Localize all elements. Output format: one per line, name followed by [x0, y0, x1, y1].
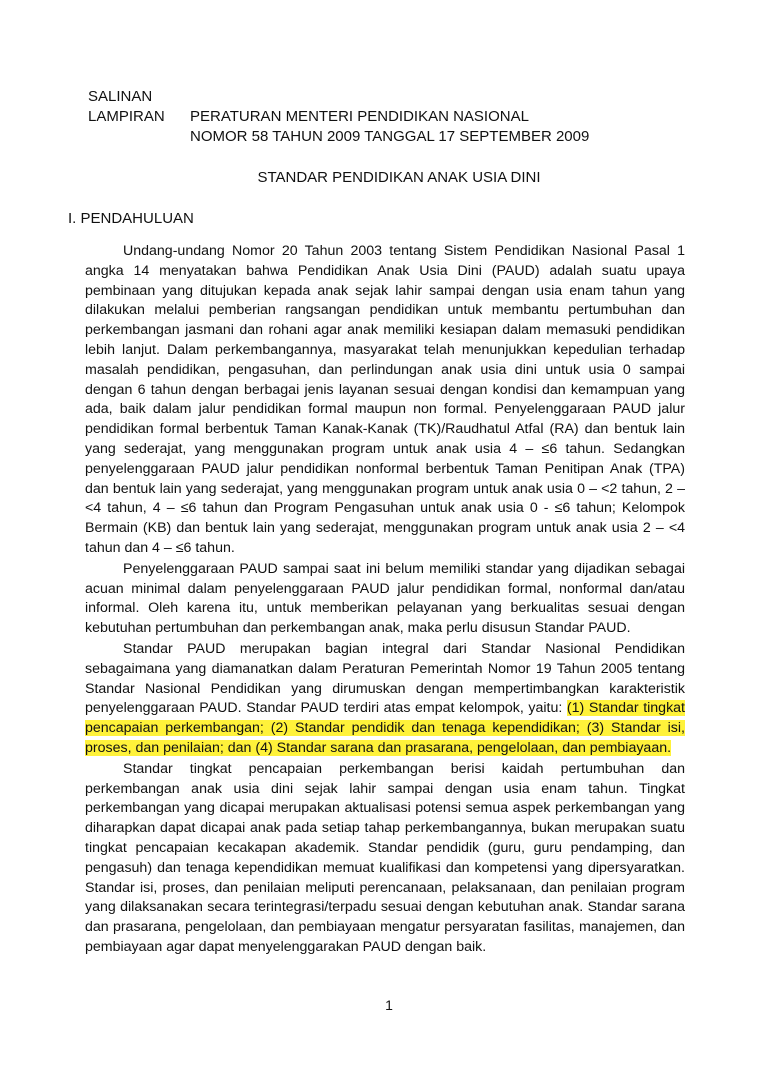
- page-number: 1: [385, 997, 393, 1013]
- regulation-title: PERATURAN MENTERI PENDIDIKAN NASIONAL: [190, 108, 529, 125]
- section-body: [85, 242, 685, 959]
- section-heading: I. PENDAHULUAN: [68, 210, 194, 227]
- paragraph-3-text: Standar PAUD merupakan bagian integral dari Standar Nasional Pendidikan sebagaimana yang diamanatkan dalam Peraturan Pemerintah Nomor 19 Tahun 2005 tentang Standar Nasional Pendidikan yang dirumuskan dengan mempertimbangkan karakteristik penyelenggaraan PAUD. Standar PAUD terdiri atas empat kelompok, yaitu:: [85, 640, 685, 717]
- salinan-label: SALINAN: [88, 88, 153, 105]
- document-title: STANDAR PENDIDIKAN ANAK USIA DINI: [257, 169, 541, 186]
- paragraph-3: [85, 640, 685, 759]
- paragraph-1: Undang-undang Nomor 20 Tahun 2003 tentang Sistem Pendidikan Nasional Pasal 1 angka 14 menyatakan bahwa Pendidikan Anak Usia Dini (PAUD) adalah suatu upaya pembinaan yang ditujukan kepada anak sejak lahir sampai dengan usia enam tahun yang dilakukan melalui pemberian rangsangan pendidikan untuk membantu pertumbuhan dan perkembangan jasmani dan rohani agar anak memiliki kesiapan dalam memasuki pendidikan lebih lanjut. Dalam perkembangannya, masyarakat telah menunjukkan kepedulian terhadap masalah pendidikan, pengasuhan, dan perlindungan anak usia dini untuk usia 0 sampai dengan 6 tahun dengan berbagai jenis layanan sesuai dengan kondisi dan kemampuan yang ada, baik dalam jalur pendidikan formal maupun non formal. Penyelenggaraan PAUD jalur pendidikan formal berbentuk Taman Kanak-Kanak (TK)/Raudhatul Atfal (RA) dan bentuk lain yang sederajat, yang menggunakan program untuk anak usia 4 – ≤6 tahun. Sedangkan penyelenggaraan PAUD jalur pendidikan nonformal berbentuk Taman Penitipan Anak (TPA) dan bentuk lain yang sederajat, yang menggunakan program untuk anak usia 0 – <2 tahun, 2 – <4 tahun, 4 – ≤6 tahun dan Program Pengasuhan untuk anak usia 0 - ≤6 tahun; Kelompok Bermain (KB) dan bentuk lain yang sederajat, menggunakan program untuk anak usia 2 – <4 tahun dan 4 – ≤6 tahun.: [85, 243, 685, 556]
- regulation-number: NOMOR 58 TAHUN 2009 TANGGAL 17 SEPTEMBER 2009: [190, 128, 590, 145]
- highlighted-text: (1) Standar tingkat pencapaian perkembangan; (2) Standar pendidik dan tenaga kependidikan; (3) Standar isi, proses, dan penilaian; dan (4) Standar sarana dan prasarana, pengelolaan, dan pembiayaan.: [85, 700, 685, 756]
- lampiran-label: LAMPIRAN: [88, 108, 165, 125]
- paragraph-4: Standar tingkat pencapaian perkembangan berisi kaidah pertumbuhan dan perkembangan anak usia dini sejak lahir sampai dengan usia enam tahun. Tingkat perkembangan yang dicapai merupakan aktualisasi potensi semua aspek perkembangan yang diharapkan dapat dicapai anak pada setiap tahap perkembangannya, bukan merupakan suatu tingkat pencapaian kecakapan akademik. Standar pendidik (guru, guru pendamping, dan pengasuh) dan tenaga kependidikan memuat kualifikasi dan kompetensi yang dipersyaratkan. Standar isi, proses, dan penilaian meliputi perencanaan, pelaksanaan, dan penilaian program yang dilaksanakan secara terintegrasi/terpadu sesuai dengan kebutuhan anak. Standar sarana dan prasarana, pengelolaan, dan pembiayaan mengatur persyaratan fasilitas, manajemen, dan pembiayaan agar dapat menyelenggarakan PAUD dengan baik.: [85, 760, 685, 955]
- paragraph-2: Penyelenggaraan PAUD sampai saat ini belum memiliki standar yang dijadikan sebagai acuan minimal dalam penyelenggaraan PAUD jalur pendidikan formal, nonformal dan/atau informal. Oleh karena itu, untuk memberikan pelayanan yang berkualitas sesuai dengan kebutuhan pertumbuhan dan perkembangan anak, maka perlu disusun Standar PAUD.: [85, 560, 685, 637]
